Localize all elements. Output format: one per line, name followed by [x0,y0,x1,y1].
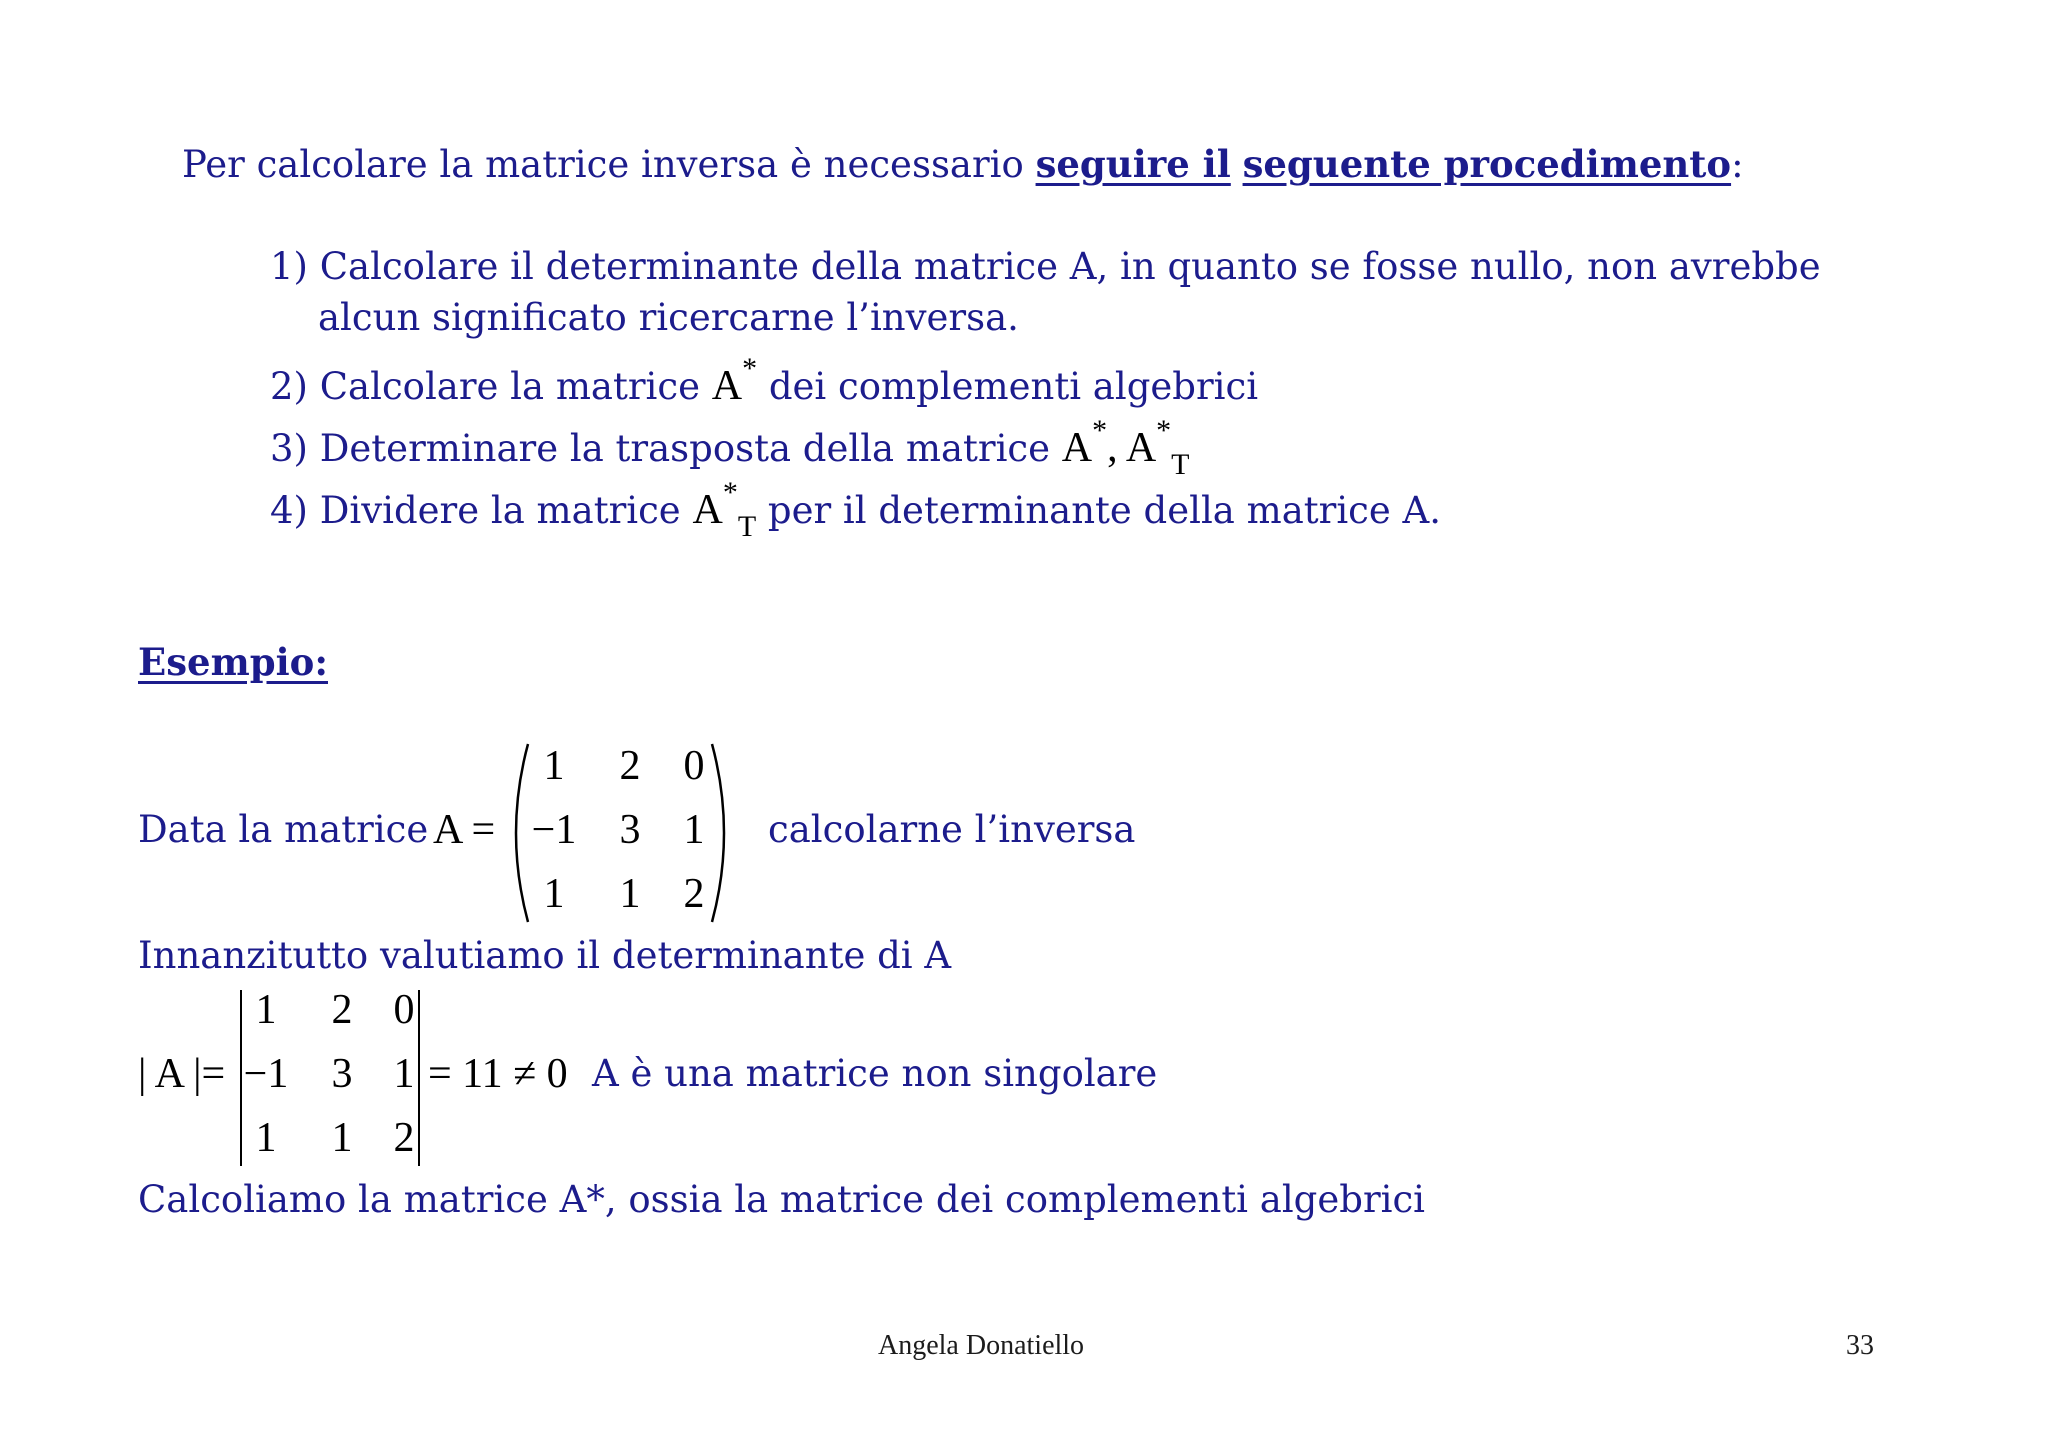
matrix-cell: 2 [683,871,705,917]
footer-author: Angela Donatiello [878,1330,1085,1361]
intro-space [1231,143,1243,186]
det-cell: 1 [255,987,277,1033]
example-heading: Esempio: [138,640,328,684]
step-1-line-1: 1) Calcolare il determinante della matrice A, in quanto se fosse nullo, non avrebbe [270,245,1821,288]
det-cell: 2 [331,987,353,1033]
sym-comma: , [1107,425,1126,471]
intro-line [182,142,1744,186]
intro-bold-1: seguire il [1035,142,1231,186]
det-cell: 1 [255,1115,277,1161]
det-cell: 1 [393,1051,415,1097]
cofactor-text: Calcoliamo la matrice A*, ossia la matrice dei complementi algebrici [138,1178,1426,1221]
det-lhs: | A |= [138,1051,226,1097]
matrix-cell: 1 [543,743,565,789]
step-2-text-end: dei complementi algebrici [757,365,1259,408]
calc-text: calcolarne l’inversa [768,808,1136,851]
det-cell: 3 [331,1051,353,1097]
footer-page-number: 33 [1846,1330,1874,1361]
intro-suffix: : [1731,143,1744,186]
step-2-symbol [711,352,758,409]
data-text: Data la matrice [138,808,429,851]
sym-t: T [1171,448,1190,482]
matrix-cell: −1 [531,807,577,853]
sym-a: A [1061,425,1093,471]
sym-a: A [711,363,743,409]
det-rhs: = 11 ≠ 0 [428,1051,568,1097]
matrix-cell: 1 [619,871,641,917]
matrix-cell: 1 [683,807,705,853]
det-intro: Innanzitutto valutiamo il determinante di A [138,934,952,977]
sym-star: * [722,476,738,509]
step-3 [270,414,1190,482]
sym-a: A [1125,425,1157,471]
step-4-symbol [692,476,757,544]
intro-prefix: Per calcolare la matrice inversa è necessario [182,143,1036,186]
sym-star: * [742,352,758,385]
sym-a: A [692,487,723,533]
matrix-cell: 0 [683,743,705,789]
det-cell: −1 [243,1051,289,1097]
sym-t: T [737,510,757,544]
step-3-text: 3) Determinare la trasposta della matrice [270,427,1062,470]
det-cell: 2 [393,1115,415,1161]
det-cell: 1 [331,1115,353,1161]
det-comment: A è una matrice non singolare [592,1052,1158,1095]
step-2 [270,352,1259,410]
step-2-text: 2) Calcolare la matrice [270,365,712,408]
matrix-cell: 3 [619,807,641,853]
a-equals: A = [433,807,496,853]
step-3-symbol [1061,414,1190,482]
matrix-cell: 2 [619,743,641,789]
det-cell: 0 [393,987,415,1033]
step-1-line-2: alcun significato ricercarne l’inversa. [318,296,1019,339]
sym-star: * [1092,414,1108,447]
step-4-text: 4) Dividere la matrice [270,489,693,532]
intro-bold-2: seguente procedimento [1242,142,1732,186]
step-4-text-end: per il determinante della matrice A. [756,489,1442,532]
sym-star: * [1156,414,1172,447]
matrix-cell: 1 [543,871,565,917]
step-4 [270,476,1442,544]
